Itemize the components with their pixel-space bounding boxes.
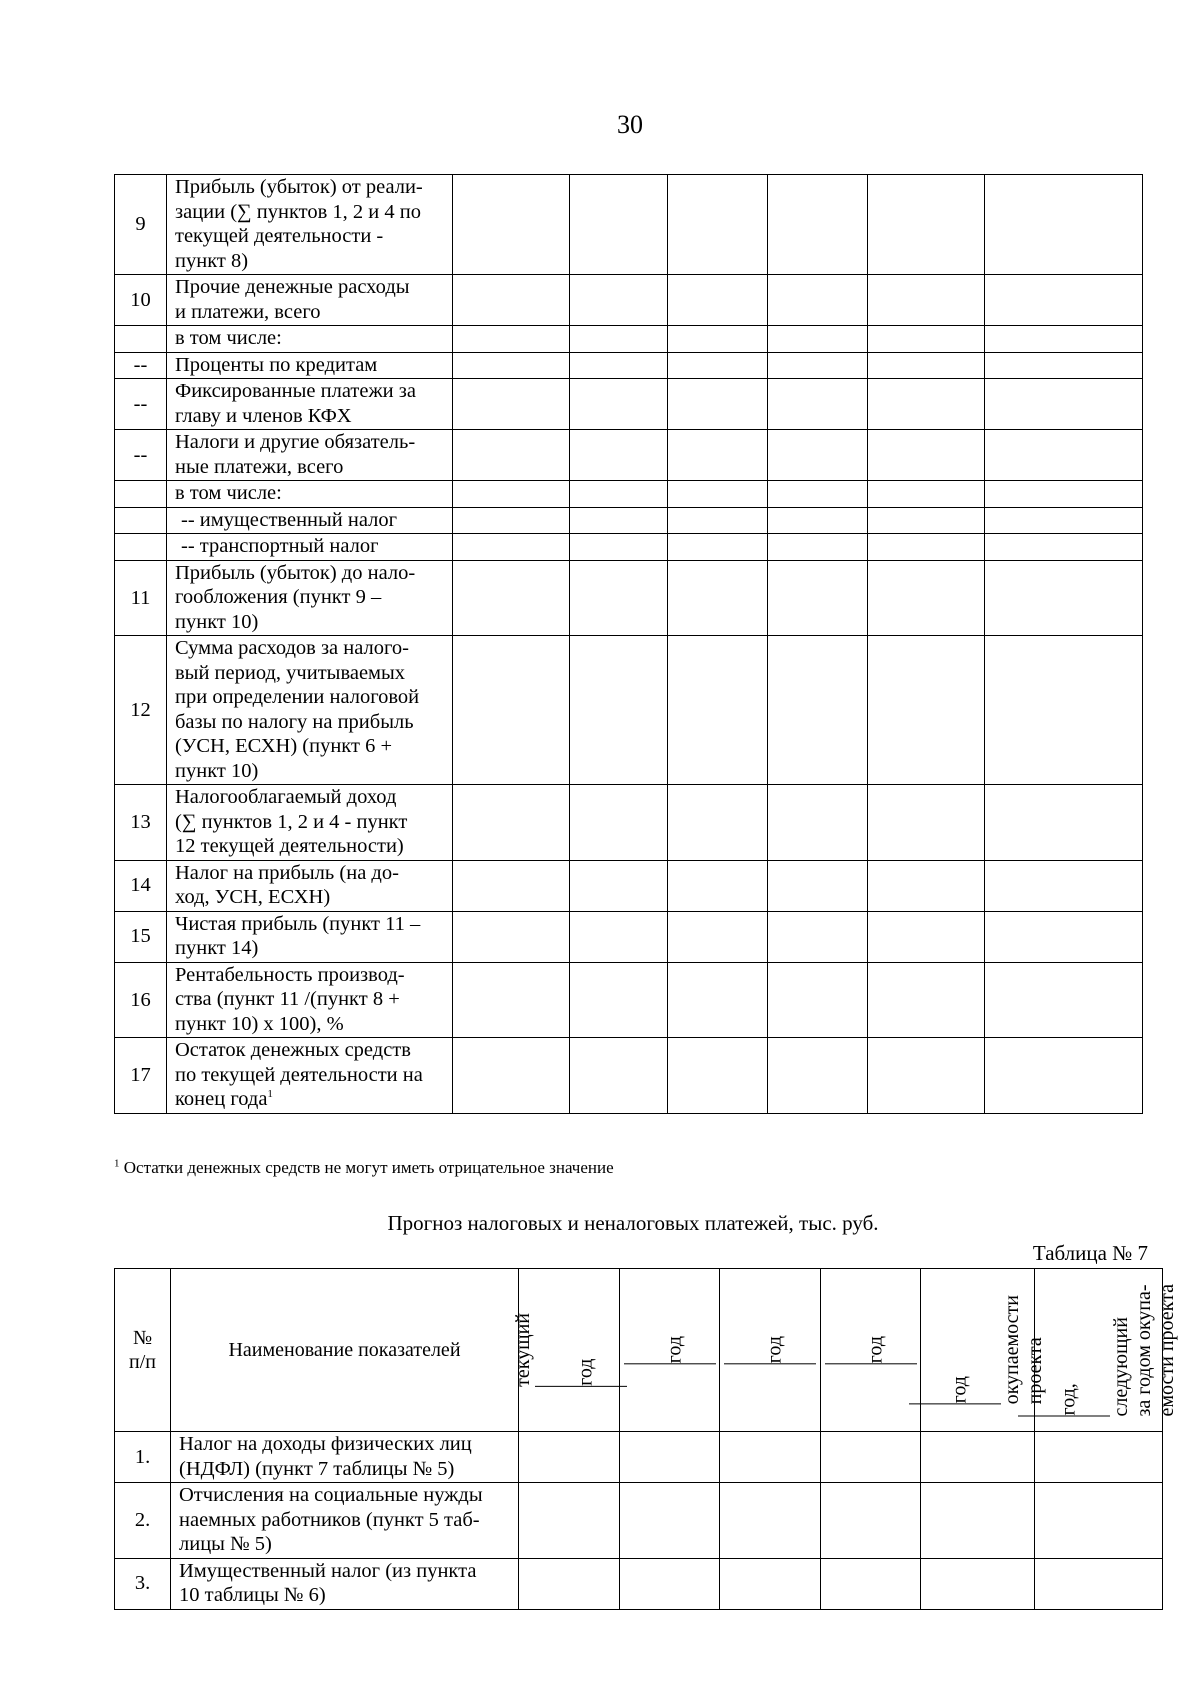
row-indicator-text: Остаток денежных средств по текущей деятельности на конец года bbox=[175, 1039, 423, 1110]
value-cell bbox=[868, 636, 985, 785]
table-row bbox=[115, 275, 1143, 326]
value-cell bbox=[868, 175, 985, 275]
row-indicator-text: Сумма расходов за налого- вый период, учитываемых при определении налоговой базы по налогу на прибыль (УСН, ЕСХН) (пункт 6 + пункт 10) bbox=[175, 637, 420, 782]
value-cell bbox=[570, 785, 668, 861]
footnote-text: Остатки денежных средств не могут иметь отрицательное значение bbox=[119, 1158, 614, 1177]
year-header bbox=[720, 1269, 821, 1432]
value-cell bbox=[453, 507, 570, 534]
value-cell bbox=[453, 860, 570, 911]
row-indicator-text: Чистая прибыль (пункт 11 – пункт 14) bbox=[175, 912, 421, 959]
row-indicator-text: Рентабельность производ- ства (пункт 11 /(пункт 8 + пункт 10) x 100), % bbox=[175, 963, 405, 1035]
row-number: -- bbox=[115, 430, 167, 481]
value-cell bbox=[570, 275, 668, 326]
row-indicator bbox=[167, 911, 453, 962]
value-cell bbox=[570, 911, 668, 962]
value-cell bbox=[1035, 1483, 1163, 1559]
value-cell bbox=[668, 275, 768, 326]
value-cell bbox=[868, 560, 985, 636]
table-6-continuation bbox=[114, 174, 1143, 1114]
year-header-line: окупаемости bbox=[1000, 1295, 1023, 1405]
row-indicator-text: Фиксированные платежи за главу и членов КФХ bbox=[175, 380, 416, 427]
table-row bbox=[115, 962, 1143, 1038]
row-number bbox=[115, 507, 167, 534]
row-indicator bbox=[167, 534, 453, 561]
value-cell bbox=[668, 534, 768, 561]
value-cell bbox=[768, 326, 868, 353]
value-cell bbox=[985, 860, 1143, 911]
value-cell bbox=[570, 507, 668, 534]
value-cell bbox=[519, 1483, 620, 1559]
value-cell bbox=[570, 326, 668, 353]
value-cell bbox=[985, 507, 1143, 534]
table-row bbox=[115, 1483, 1163, 1559]
value-cell bbox=[985, 1038, 1143, 1114]
value-cell bbox=[668, 911, 768, 962]
row-number: 14 bbox=[115, 860, 167, 911]
value-cell bbox=[768, 1038, 868, 1114]
year-word: год bbox=[948, 1376, 971, 1404]
value-cell bbox=[985, 326, 1143, 353]
value-cell bbox=[868, 1038, 985, 1114]
year-word: год bbox=[574, 1358, 597, 1386]
value-cell bbox=[720, 1432, 821, 1483]
value-cell bbox=[868, 352, 985, 379]
year-word: год bbox=[763, 1335, 786, 1364]
row-indicator-text: -- имущественный налог bbox=[181, 508, 398, 531]
table-row bbox=[115, 534, 1143, 561]
value-cell bbox=[453, 636, 570, 785]
row-number: 15 bbox=[115, 911, 167, 962]
value-cell bbox=[768, 860, 868, 911]
header-num-label: № п/п bbox=[129, 1327, 156, 1373]
value-cell bbox=[868, 507, 985, 534]
row-number: 10 bbox=[115, 275, 167, 326]
row-indicator-text: в том числе: bbox=[175, 482, 282, 504]
table-row bbox=[115, 326, 1143, 353]
value-cell bbox=[720, 1483, 821, 1559]
row-indicator: Имущественный налог (из пункта 10 таблицы № 6) bbox=[171, 1558, 519, 1609]
value-cell bbox=[668, 785, 768, 861]
value-cell bbox=[985, 352, 1143, 379]
value-cell bbox=[570, 962, 668, 1038]
value-cell bbox=[453, 275, 570, 326]
value-cell bbox=[453, 534, 570, 561]
value-cell bbox=[921, 1483, 1035, 1559]
row-indicator bbox=[167, 175, 453, 275]
row-indicator bbox=[167, 275, 453, 326]
footnote-marker: 1 bbox=[114, 1157, 120, 1170]
row-indicator-text: -- транспортный налог bbox=[181, 535, 379, 557]
value-cell bbox=[668, 1038, 768, 1114]
value-cell bbox=[570, 1038, 668, 1114]
value-cell bbox=[570, 352, 668, 379]
value-cell bbox=[668, 326, 768, 353]
value-cell bbox=[620, 1558, 720, 1609]
row-number: 12 bbox=[115, 636, 167, 785]
value-cell bbox=[453, 379, 570, 430]
value-cell bbox=[570, 534, 668, 561]
year-header-line bbox=[1018, 1284, 1110, 1417]
table-7-label: Таблица № 7 bbox=[1032, 1241, 1148, 1265]
value-cell bbox=[668, 507, 768, 534]
value-cell bbox=[868, 534, 985, 561]
table-7 bbox=[114, 1268, 1178, 1610]
table-row bbox=[115, 1038, 1143, 1114]
value-cell bbox=[985, 911, 1143, 962]
table-row bbox=[115, 175, 1143, 275]
row-indicator bbox=[167, 962, 453, 1038]
value-cell bbox=[985, 785, 1143, 861]
row-number: 9 bbox=[115, 175, 167, 275]
value-cell bbox=[570, 481, 668, 508]
row-number: 17 bbox=[115, 1038, 167, 1114]
row-indicator bbox=[167, 785, 453, 861]
value-cell bbox=[768, 275, 868, 326]
value-cell bbox=[570, 560, 668, 636]
value-cell bbox=[668, 636, 768, 785]
row-number: -- bbox=[115, 352, 167, 379]
value-cell bbox=[768, 534, 868, 561]
value-cell bbox=[668, 962, 768, 1038]
table-row bbox=[115, 860, 1143, 911]
footnote bbox=[114, 1158, 614, 1178]
row-number: 13 bbox=[115, 785, 167, 861]
table-row bbox=[115, 507, 1143, 534]
value-cell bbox=[868, 379, 985, 430]
row-indicator bbox=[167, 326, 453, 353]
row-number: -- bbox=[115, 379, 167, 430]
value-cell bbox=[1035, 1432, 1163, 1483]
row-number: 16 bbox=[115, 962, 167, 1038]
value-cell bbox=[985, 962, 1143, 1038]
row-indicator bbox=[167, 560, 453, 636]
value-cell bbox=[453, 560, 570, 636]
row-indicator-text: Прочие денежные расходы и платежи, всего bbox=[175, 276, 410, 323]
value-cell bbox=[453, 911, 570, 962]
row-number bbox=[115, 481, 167, 508]
year-header-line bbox=[624, 1336, 716, 1364]
year-header-text bbox=[825, 1336, 917, 1364]
value-cell bbox=[453, 175, 570, 275]
row-indicator bbox=[167, 430, 453, 481]
row-indicator bbox=[167, 860, 453, 911]
year-header bbox=[511, 1269, 620, 1432]
table-7-title: Прогноз налоговых и неналоговых платежей, тыс. руб. bbox=[387, 1211, 879, 1235]
year-header-line: проекта bbox=[1023, 1337, 1046, 1405]
value-cell bbox=[868, 911, 985, 962]
year-header bbox=[1035, 1269, 1178, 1432]
year-header-line bbox=[535, 1313, 627, 1387]
header-name-label: Наименование показателей bbox=[228, 1339, 461, 1361]
table-row bbox=[115, 379, 1143, 430]
value-cell bbox=[768, 962, 868, 1038]
row-indicator bbox=[167, 1038, 453, 1114]
value-cell bbox=[668, 352, 768, 379]
value-cell bbox=[570, 636, 668, 785]
value-cell bbox=[768, 352, 868, 379]
table-7-header-row bbox=[115, 1269, 1163, 1432]
value-cell bbox=[720, 1558, 821, 1609]
value-cell bbox=[453, 326, 570, 353]
table-row bbox=[115, 1432, 1163, 1483]
year-header-line: следующий bbox=[1110, 1316, 1132, 1417]
value-cell bbox=[868, 785, 985, 861]
value-cell bbox=[570, 379, 668, 430]
row-indicator-text: в том числе: bbox=[175, 327, 282, 349]
row-indicator-text: Налогооблагаемый доход (∑ пунктов 1, 2 и 4 - пункт 12 текущей деятельности) bbox=[175, 786, 408, 857]
year-header-text bbox=[724, 1336, 816, 1364]
table-row bbox=[115, 911, 1143, 962]
value-cell bbox=[868, 860, 985, 911]
year-header-line: емости проекта bbox=[1156, 1283, 1178, 1417]
value-cell bbox=[868, 326, 985, 353]
table-row bbox=[115, 481, 1143, 508]
table-row bbox=[115, 1558, 1163, 1609]
value-cell bbox=[668, 481, 768, 508]
row-indicator bbox=[167, 507, 453, 534]
value-cell bbox=[768, 560, 868, 636]
row-number: 11 bbox=[115, 560, 167, 636]
value-cell bbox=[768, 785, 868, 861]
year-header-text bbox=[624, 1336, 716, 1364]
value-cell bbox=[668, 175, 768, 275]
value-cell bbox=[985, 636, 1143, 785]
row-number bbox=[115, 534, 167, 561]
value-cell bbox=[821, 1483, 921, 1559]
row-number: 2. bbox=[115, 1483, 171, 1559]
value-cell bbox=[453, 481, 570, 508]
blank-line bbox=[909, 1404, 1001, 1405]
value-cell bbox=[921, 1558, 1035, 1609]
value-cell bbox=[768, 507, 868, 534]
value-cell bbox=[868, 275, 985, 326]
year-header-line bbox=[724, 1336, 816, 1364]
year-header-text bbox=[512, 1313, 627, 1387]
blank-line bbox=[535, 1386, 627, 1387]
value-cell bbox=[570, 175, 668, 275]
value-cell bbox=[768, 911, 868, 962]
value-cell bbox=[985, 560, 1143, 636]
table-row bbox=[115, 430, 1143, 481]
table-row bbox=[115, 560, 1143, 636]
value-cell bbox=[570, 430, 668, 481]
row-indicator-text: Прибыль (убыток) от реали- зации (∑ пунктов 1, 2 и 4 по текущей деятельности - пункт 8) bbox=[175, 176, 423, 272]
value-cell bbox=[985, 430, 1143, 481]
row-number: 1. bbox=[115, 1432, 171, 1483]
header-name bbox=[171, 1269, 519, 1432]
value-cell bbox=[821, 1432, 921, 1483]
value-cell bbox=[668, 430, 768, 481]
row-indicator bbox=[167, 636, 453, 785]
value-cell bbox=[1035, 1558, 1163, 1609]
value-cell bbox=[519, 1432, 620, 1483]
row-indicator-text: Прибыль (убыток) до нало- гообложения (пункт 9 – пункт 10) bbox=[175, 561, 416, 633]
year-word: год bbox=[864, 1335, 887, 1364]
table-row bbox=[115, 352, 1143, 379]
value-cell bbox=[868, 430, 985, 481]
header-num bbox=[115, 1269, 171, 1432]
value-cell bbox=[668, 560, 768, 636]
row-indicator bbox=[167, 379, 453, 430]
row-indicator bbox=[167, 481, 453, 508]
page-number: 30 bbox=[617, 110, 643, 139]
year-word: год bbox=[663, 1335, 686, 1364]
year-word: год, bbox=[1057, 1382, 1080, 1416]
row-number bbox=[115, 326, 167, 353]
value-cell bbox=[768, 636, 868, 785]
value-cell bbox=[668, 379, 768, 430]
value-cell bbox=[453, 352, 570, 379]
year-header-line: за годом окупа- bbox=[1133, 1284, 1155, 1417]
value-cell bbox=[620, 1483, 720, 1559]
year-header-line bbox=[909, 1295, 1001, 1404]
row-indicator-text: Проценты по кредитам bbox=[175, 353, 378, 376]
value-cell bbox=[453, 1038, 570, 1114]
value-cell bbox=[821, 1558, 921, 1609]
year-header bbox=[620, 1269, 720, 1432]
row-number: 3. bbox=[115, 1558, 171, 1609]
value-cell bbox=[570, 860, 668, 911]
value-cell bbox=[985, 275, 1143, 326]
table-row bbox=[115, 636, 1143, 785]
value-cell bbox=[453, 430, 570, 481]
value-cell bbox=[768, 481, 868, 508]
value-cell bbox=[985, 379, 1143, 430]
value-cell bbox=[985, 481, 1143, 508]
footnote-ref: 1 bbox=[267, 1088, 273, 1101]
year-header bbox=[821, 1269, 921, 1432]
value-cell bbox=[768, 430, 868, 481]
value-cell bbox=[453, 785, 570, 861]
value-cell bbox=[985, 534, 1143, 561]
year-header-line: текущий bbox=[511, 1313, 534, 1387]
row-indicator-text: Налог на прибыль (на до- ход, УСН, ЕСХН) bbox=[175, 861, 399, 908]
year-header-line bbox=[825, 1336, 917, 1364]
value-cell bbox=[768, 379, 868, 430]
year-header-text bbox=[1018, 1284, 1179, 1417]
value-cell bbox=[668, 860, 768, 911]
row-indicator: Налог на доходы физических лиц (НДФЛ) (пункт 7 таблицы № 5) bbox=[171, 1432, 519, 1483]
value-cell bbox=[921, 1432, 1035, 1483]
value-cell bbox=[519, 1558, 620, 1609]
table-row bbox=[115, 785, 1143, 861]
value-cell bbox=[868, 481, 985, 508]
row-indicator-text: Налоги и другие обязатель- ные платежи, всего bbox=[175, 431, 416, 478]
value-cell bbox=[453, 962, 570, 1038]
value-cell bbox=[868, 962, 985, 1038]
row-indicator: Отчисления на социальные нужды наемных работников (пункт 5 таб- лицы № 5) bbox=[171, 1483, 519, 1559]
row-indicator bbox=[167, 352, 453, 379]
value-cell bbox=[768, 175, 868, 275]
value-cell bbox=[985, 175, 1143, 275]
value-cell bbox=[620, 1432, 720, 1483]
